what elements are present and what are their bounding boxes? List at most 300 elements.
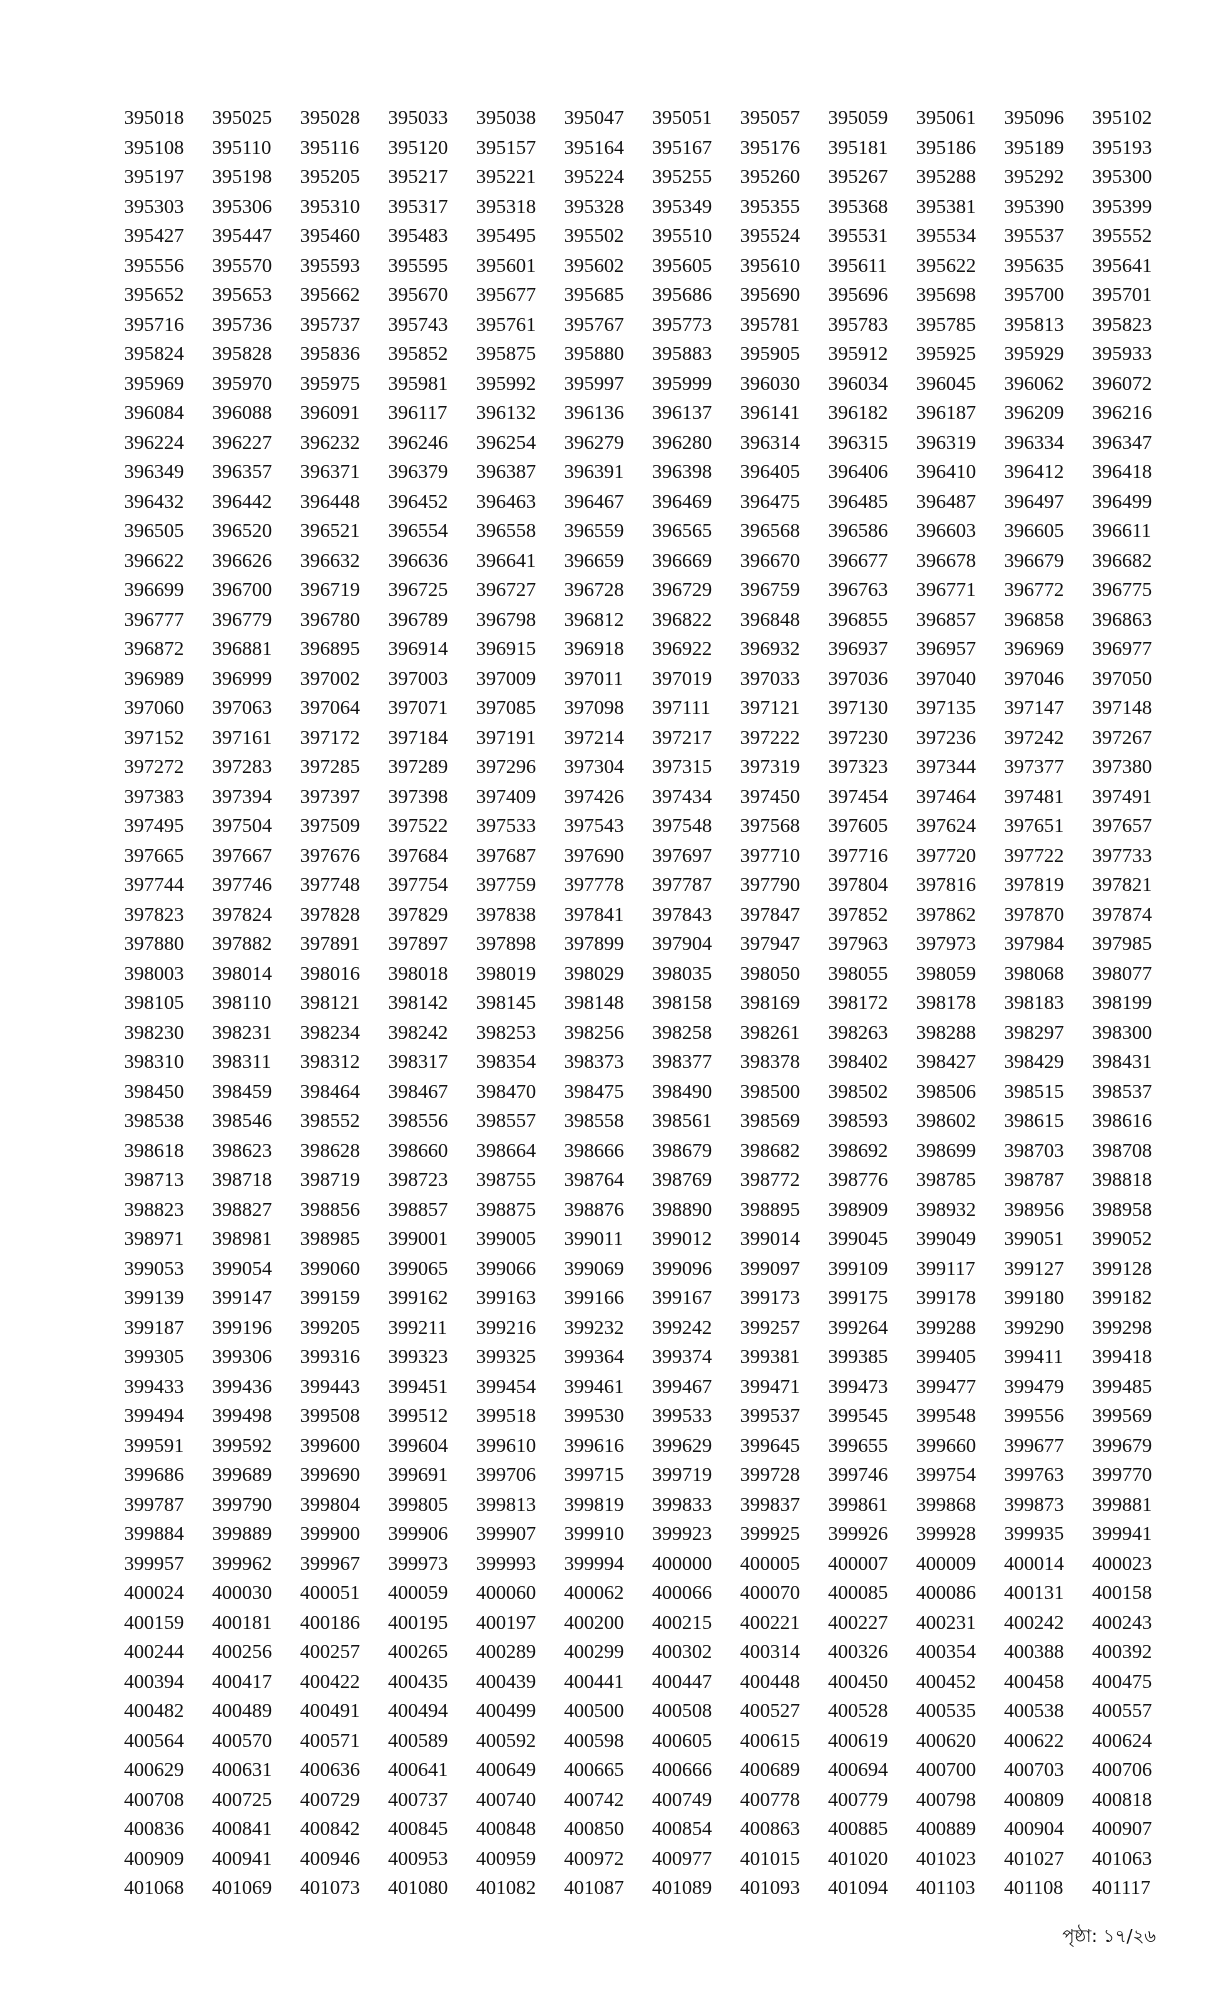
roll-number-cell: 396914 [388, 638, 448, 660]
roll-number-cell: 401093 [740, 1877, 800, 1899]
roll-number-cell: 400499 [476, 1700, 536, 1722]
roll-number-cell: 395602 [564, 254, 624, 277]
roll-number-cell: 395534 [916, 225, 976, 247]
roll-number-cell: 400066 [652, 1582, 712, 1604]
roll-number-cell: 395685 [564, 284, 624, 306]
roll-number-cell: 399178 [916, 1287, 976, 1309]
roll-number-cell: 400557 [1092, 1700, 1152, 1722]
roll-number-cell: 398055 [828, 962, 888, 985]
roll-number-cell: 396789 [388, 608, 448, 631]
roll-number-cell: 396863 [1092, 608, 1152, 631]
roll-number-cell: 396406 [828, 461, 888, 483]
roll-number-cell: 399941 [1092, 1523, 1152, 1545]
roll-number-cell: 400417 [212, 1670, 272, 1693]
roll-number-cell: 399139 [124, 1287, 184, 1309]
roll-number-cell: 398172 [828, 992, 888, 1014]
roll-number-cell: 397002 [300, 667, 360, 690]
roll-number-cell: 399770 [1092, 1464, 1152, 1486]
roll-number-cell: 396216 [1092, 402, 1152, 424]
roll-number-cell: 399494 [124, 1405, 184, 1427]
roll-number-cell: 399787 [124, 1493, 184, 1516]
roll-number-cell: 397296 [476, 756, 536, 778]
roll-number-cell: 400854 [652, 1818, 712, 1840]
roll-number-cell: 398618 [124, 1139, 184, 1162]
roll-number-cell: 398932 [916, 1198, 976, 1221]
roll-number-cell: 399288 [916, 1316, 976, 1339]
roll-number-cell: 399305 [124, 1346, 184, 1368]
roll-number-cell: 397787 [652, 874, 712, 896]
roll-number-cell: 400007 [828, 1552, 888, 1575]
roll-number-cell: 395767 [564, 313, 624, 336]
roll-number-cell: 399065 [388, 1257, 448, 1280]
roll-number-cell: 400070 [740, 1582, 800, 1604]
roll-number-cell: 400302 [652, 1641, 712, 1663]
roll-number-cell: 400779 [828, 1788, 888, 1811]
roll-number-cell: 400818 [1092, 1788, 1152, 1811]
roll-number-cell: 398231 [212, 1021, 272, 1044]
roll-number-cell: 397790 [740, 874, 800, 896]
roll-number-cell: 396922 [652, 638, 712, 660]
roll-number-cell: 399935 [1004, 1523, 1064, 1545]
roll-number-cell: 399052 [1092, 1228, 1152, 1250]
roll-number-cell: 400666 [652, 1759, 712, 1781]
roll-number-cell: 395502 [564, 225, 624, 247]
roll-number-cell: 397852 [828, 903, 888, 926]
roll-number-cell: 398764 [564, 1169, 624, 1191]
roll-number-cell: 395537 [1004, 225, 1064, 247]
roll-number-cell: 400060 [476, 1582, 536, 1604]
roll-number-cell: 399467 [652, 1375, 712, 1398]
roll-number-cell: 397522 [388, 815, 448, 837]
roll-number-cell: 396314 [740, 431, 800, 454]
roll-number-cell: 400062 [564, 1582, 624, 1604]
roll-number-cell: 397111 [652, 697, 711, 719]
roll-number-cell: 397841 [564, 903, 624, 926]
roll-number-cell: 397880 [124, 933, 184, 955]
roll-number-cell: 400845 [388, 1818, 448, 1840]
roll-number-cell: 400227 [828, 1611, 888, 1634]
roll-number-cell: 395300 [1092, 166, 1152, 188]
roll-number-cell: 395399 [1092, 195, 1152, 218]
roll-number-cell: 395096 [1004, 107, 1064, 129]
roll-number-cell: 400598 [564, 1729, 624, 1752]
roll-number-cell: 397236 [916, 726, 976, 749]
roll-number-cell: 395102 [1092, 107, 1152, 129]
roll-number-cell: 398664 [476, 1139, 536, 1162]
roll-number-cell: 396798 [476, 608, 536, 631]
roll-number-cell: 396117 [388, 402, 448, 424]
roll-number-cell: 397947 [740, 933, 800, 955]
roll-number-cell: 398050 [740, 962, 800, 985]
roll-number-cell: 396725 [388, 579, 448, 601]
roll-number-cell: 400215 [652, 1611, 712, 1634]
roll-number-cell: 396315 [828, 431, 888, 454]
roll-number-cell: 399054 [212, 1257, 272, 1280]
roll-number-cell: 396209 [1004, 402, 1064, 424]
roll-number-cell: 398258 [652, 1021, 712, 1044]
roll-number-cell: 399162 [388, 1287, 448, 1309]
roll-number-cell: 398373 [564, 1051, 624, 1073]
roll-number-cell: 396605 [1004, 520, 1064, 542]
roll-number-cell: 398890 [652, 1198, 712, 1221]
roll-number-cell: 398431 [1092, 1051, 1152, 1073]
roll-number-cell: 399907 [476, 1523, 536, 1545]
roll-number-cell: 399323 [388, 1346, 448, 1368]
roll-number-cell: 396280 [652, 431, 712, 454]
roll-number-cell: 398538 [124, 1110, 184, 1132]
roll-number-cell: 399473 [828, 1375, 888, 1398]
roll-number-cell: 397397 [300, 785, 360, 808]
roll-number-cell: 396448 [300, 490, 360, 513]
roll-number-cell: 398297 [1004, 1021, 1064, 1044]
roll-number-cell: 395028 [300, 107, 360, 129]
roll-number-cell: 395716 [124, 313, 184, 336]
roll-number-cell: 401087 [564, 1877, 624, 1899]
roll-number-cell: 397003 [388, 667, 448, 690]
roll-number-cell: 400729 [300, 1788, 360, 1811]
roll-number-cell: 396279 [564, 431, 624, 454]
roll-number-cell: 397509 [300, 815, 360, 837]
roll-number-cell: 398354 [476, 1051, 536, 1073]
roll-number-cell: 398014 [212, 962, 272, 985]
roll-number-cell: 397667 [212, 844, 272, 867]
roll-number-cell: 396187 [916, 402, 976, 424]
roll-number-cell: 396670 [740, 549, 800, 572]
roll-number-cell: 400392 [1092, 1641, 1152, 1663]
roll-number-cell: 400527 [740, 1700, 800, 1722]
roll-number-cell: 396030 [740, 372, 800, 395]
roll-number-cell: 400447 [652, 1670, 712, 1693]
roll-number-cell: 398464 [300, 1080, 360, 1103]
roll-number-cell: 398467 [388, 1080, 448, 1103]
roll-number-cell: 398628 [300, 1139, 360, 1162]
roll-number-cell: 400244 [124, 1641, 184, 1663]
roll-number-cell: 395670 [388, 284, 448, 306]
roll-number-cell: 397377 [1004, 756, 1064, 778]
roll-number-cell: 398256 [564, 1021, 624, 1044]
roll-number-cell: 399471 [740, 1375, 800, 1398]
roll-number-cell: 397568 [740, 815, 800, 837]
roll-number-cell: 395328 [564, 195, 624, 218]
roll-number-cell: 400326 [828, 1641, 888, 1663]
roll-number-cell: 397684 [388, 844, 448, 867]
roll-number-cell: 400636 [300, 1759, 360, 1781]
roll-number-cell: 401068 [124, 1877, 184, 1899]
roll-number-cell: 397759 [476, 874, 536, 896]
roll-number-cell: 398145 [476, 992, 536, 1014]
roll-number-cell: 399374 [652, 1346, 712, 1368]
roll-number-cell: 399454 [476, 1375, 536, 1398]
roll-number-cell: 399537 [740, 1405, 800, 1427]
roll-number-cell: 400889 [916, 1818, 976, 1840]
roll-number-cell: 395999 [652, 372, 712, 395]
roll-number-cell: 396452 [388, 490, 448, 513]
roll-number-cell: 397748 [300, 874, 360, 896]
roll-number-cell: 401023 [916, 1847, 976, 1870]
roll-number-cell: 397046 [1004, 667, 1064, 690]
roll-number-cell: 399173 [740, 1287, 800, 1309]
roll-number-cell: 397454 [828, 785, 888, 808]
roll-number-cell: 399205 [300, 1316, 360, 1339]
roll-number-cell: 395690 [740, 284, 800, 306]
roll-number-cell: 398981 [212, 1228, 272, 1250]
roll-number-cell: 397804 [828, 874, 888, 896]
roll-number-cell: 400195 [388, 1611, 448, 1634]
roll-number-cell: 398502 [828, 1080, 888, 1103]
roll-number-cell: 398110 [212, 992, 272, 1014]
roll-number-cell: 395108 [124, 136, 184, 159]
roll-number-cell: 400000 [652, 1552, 712, 1575]
roll-number-cell: 397409 [476, 785, 536, 808]
roll-number-cell: 400014 [1004, 1552, 1064, 1575]
roll-number-cell: 396469 [652, 490, 712, 513]
roll-number-cell: 397036 [828, 667, 888, 690]
roll-number-cell: 396586 [828, 520, 888, 542]
roll-number-cell: 399660 [916, 1434, 976, 1457]
roll-number-cell: 400809 [1004, 1788, 1064, 1811]
roll-number-cell: 396072 [1092, 372, 1152, 395]
roll-number-cell: 395969 [124, 372, 184, 395]
roll-number-cell: 399604 [388, 1434, 448, 1457]
roll-number-cell: 395737 [300, 313, 360, 336]
roll-number-cell: 399993 [476, 1552, 536, 1575]
roll-number-cell: 396848 [740, 608, 800, 631]
roll-number-cell: 395059 [828, 107, 888, 129]
roll-number-cell: 399011 [564, 1228, 624, 1250]
roll-number-cell: 399257 [740, 1316, 800, 1339]
roll-number-cell: 399117 [916, 1257, 976, 1280]
roll-number-cell: 399443 [300, 1375, 360, 1398]
roll-number-cell: 396729 [652, 579, 712, 601]
roll-number-cell: 398199 [1092, 992, 1152, 1014]
roll-number-cell: 397230 [828, 726, 888, 749]
roll-number-cell: 395193 [1092, 136, 1152, 159]
roll-number-cell: 395836 [300, 343, 360, 365]
roll-number-cell: 395883 [652, 343, 712, 365]
roll-number-cell: 398016 [300, 962, 360, 985]
roll-number-cell: 396418 [1092, 461, 1152, 483]
roll-number-cell: 400953 [388, 1847, 448, 1870]
roll-number-cell: 397191 [476, 726, 536, 749]
roll-number-cell: 396622 [124, 549, 184, 572]
roll-number-cell: 397847 [740, 903, 800, 926]
roll-number-cell: 398148 [564, 992, 624, 1014]
roll-number-cell: 395510 [652, 225, 712, 247]
roll-number-cell: 397434 [652, 785, 712, 808]
roll-number-cell: 398310 [124, 1051, 184, 1073]
roll-number-cell: 396412 [1004, 461, 1064, 483]
roll-number-cell: 400085 [828, 1582, 888, 1604]
roll-number-cell: 397394 [212, 785, 272, 808]
roll-number-cell: 400489 [212, 1700, 272, 1722]
roll-number-cell: 397040 [916, 667, 976, 690]
roll-number-cell: 397319 [740, 756, 800, 778]
roll-number-cell: 396045 [916, 372, 976, 395]
roll-number-cell: 397064 [300, 697, 360, 719]
roll-number-cell: 396659 [564, 549, 624, 572]
roll-number-cell: 395925 [916, 343, 976, 365]
roll-number-cell: 400641 [388, 1759, 448, 1781]
roll-number-cell: 397009 [476, 667, 536, 690]
roll-number-cell: 399629 [652, 1434, 712, 1457]
roll-number-cell: 397984 [1004, 933, 1064, 955]
roll-number-cell: 397690 [564, 844, 624, 867]
roll-number-cell: 395981 [388, 372, 448, 395]
roll-number-cell: 397963 [828, 933, 888, 955]
roll-number-cell: 400749 [652, 1788, 712, 1811]
roll-number-cell: 398623 [212, 1139, 272, 1162]
roll-number-cell: 401063 [1092, 1847, 1152, 1870]
roll-number-cell: 401089 [652, 1877, 712, 1899]
roll-number-cell: 399316 [300, 1346, 360, 1368]
roll-number-cell: 400778 [740, 1788, 800, 1811]
roll-number-cell: 398183 [1004, 992, 1064, 1014]
roll-number-cell: 398300 [1092, 1021, 1152, 1044]
roll-number-cell: 395047 [564, 107, 624, 129]
roll-number-cell: 397267 [1092, 726, 1152, 749]
roll-number-cell: 395157 [476, 136, 536, 159]
roll-number-cell: 400836 [124, 1818, 184, 1840]
roll-number-cell: 399763 [1004, 1464, 1064, 1486]
roll-number-cell: 395912 [828, 343, 888, 365]
roll-number-cell: 396611 [1092, 520, 1152, 542]
roll-number-cell: 395975 [300, 372, 360, 395]
roll-number-cell: 397033 [740, 667, 800, 690]
roll-number-cell: 397882 [212, 933, 272, 955]
roll-number-cell: 400458 [1004, 1670, 1064, 1693]
roll-number-cell: 396780 [300, 608, 360, 631]
roll-number-cell: 399925 [740, 1523, 800, 1545]
roll-number-cell: 399167 [652, 1287, 712, 1309]
roll-number-cell: 396520 [212, 520, 272, 542]
roll-number-cell: 396319 [916, 431, 976, 454]
roll-number-cell: 397897 [388, 933, 448, 955]
roll-number-cell: 395267 [828, 166, 888, 188]
roll-number-cell: 396677 [828, 549, 888, 572]
roll-number-cell: 399545 [828, 1405, 888, 1427]
roll-number-cell: 399548 [916, 1405, 976, 1427]
roll-number-cell: 400589 [388, 1729, 448, 1752]
roll-number-cell: 395611 [828, 254, 888, 277]
roll-number-cell: 396405 [740, 461, 800, 483]
roll-number-cell: 395662 [300, 284, 360, 306]
roll-number-cell: 395390 [1004, 195, 1064, 218]
roll-number-cell: 397716 [828, 844, 888, 867]
roll-number-cell: 400023 [1092, 1552, 1152, 1575]
roll-number-cell: 395025 [212, 107, 272, 129]
roll-number-cell: 400508 [652, 1700, 712, 1722]
roll-number-cell: 400700 [916, 1759, 976, 1781]
roll-number-cell: 399175 [828, 1287, 888, 1309]
roll-number-cell: 398402 [828, 1051, 888, 1073]
roll-number-cell: 397148 [1092, 697, 1152, 719]
roll-number-cell: 396347 [1092, 431, 1152, 454]
roll-number-cell: 397152 [124, 726, 184, 749]
roll-number-cell: 399159 [300, 1287, 360, 1309]
roll-number-cell: 399232 [564, 1316, 624, 1339]
roll-number-cell: 396334 [1004, 431, 1064, 454]
roll-number-cell: 399325 [476, 1346, 536, 1368]
roll-number-cell: 396669 [652, 549, 712, 572]
roll-number-cell: 396872 [124, 638, 184, 660]
roll-number-cell: 395610 [740, 254, 800, 277]
roll-number-cell: 396779 [212, 608, 272, 631]
roll-number-cell: 397130 [828, 697, 888, 719]
roll-number-cell: 398475 [564, 1080, 624, 1103]
roll-number-cell: 400725 [212, 1788, 272, 1811]
roll-number-cell: 399957 [124, 1552, 184, 1575]
roll-number-cell: 399610 [476, 1434, 536, 1457]
roll-number-cell: 396977 [1092, 638, 1152, 660]
roll-number-cell: 401108 [1004, 1877, 1064, 1899]
roll-number-cell: 395556 [124, 254, 184, 277]
roll-number-cell: 399994 [564, 1552, 624, 1575]
roll-number-cell: 400314 [740, 1641, 800, 1663]
roll-number-cell: 396777 [124, 608, 184, 631]
roll-number-cell: 397829 [388, 903, 448, 926]
roll-number-cell: 399166 [564, 1287, 624, 1309]
roll-number-cell: 401117 [1092, 1877, 1151, 1899]
roll-number-cell: 399051 [1004, 1228, 1064, 1250]
roll-number-cell: 398077 [1092, 962, 1152, 985]
roll-number-cell: 399926 [828, 1523, 888, 1545]
roll-number-cell: 400535 [916, 1700, 976, 1722]
roll-number-cell: 397450 [740, 785, 800, 808]
roll-number-cell: 398593 [828, 1110, 888, 1132]
roll-number-cell: 400972 [564, 1847, 624, 1870]
roll-number-cell: 398557 [476, 1110, 536, 1132]
roll-number-cell: 399498 [212, 1405, 272, 1427]
roll-number-cell: 397733 [1092, 844, 1152, 867]
roll-number-cell: 400439 [476, 1670, 536, 1693]
roll-number-cell: 397481 [1004, 785, 1064, 808]
roll-number-cell: 395018 [124, 107, 184, 129]
roll-number-cell: 399053 [124, 1257, 184, 1280]
roll-number-cell: 397722 [1004, 844, 1064, 867]
roll-number-cell: 396463 [476, 490, 536, 513]
roll-number-cell: 396410 [916, 461, 976, 483]
roll-number-cell: 396699 [124, 579, 184, 601]
roll-number-cell: 399973 [388, 1552, 448, 1575]
roll-number-cell: 395164 [564, 136, 624, 159]
roll-number-cell: 395368 [828, 195, 888, 218]
roll-number-cell: 396034 [828, 372, 888, 395]
roll-number-cell: 400620 [916, 1729, 976, 1752]
roll-number-cell: 396391 [564, 461, 624, 483]
roll-number-cell: 398427 [916, 1051, 976, 1073]
roll-number-cell: 396679 [1004, 549, 1064, 572]
roll-number-cell: 395997 [564, 372, 624, 395]
roll-number-cell: 400158 [1092, 1582, 1152, 1604]
roll-number-cell: 397697 [652, 844, 712, 867]
roll-number-cell: 397687 [476, 844, 536, 867]
roll-number-cell: 395970 [212, 372, 272, 395]
roll-number-cell: 397898 [476, 933, 536, 955]
roll-number-cell: 400494 [388, 1700, 448, 1722]
roll-number-cell: 399804 [300, 1493, 360, 1516]
roll-number-cell: 398660 [388, 1139, 448, 1162]
roll-number-cell: 398558 [564, 1110, 624, 1132]
roll-number-cell: 399884 [124, 1523, 184, 1545]
roll-number-cell: 399508 [300, 1405, 360, 1427]
roll-number-cell: 398178 [916, 992, 976, 1014]
roll-number-cell: 398018 [388, 962, 448, 985]
roll-number-cell: 396398 [652, 461, 712, 483]
roll-number-cell: 395622 [916, 254, 976, 277]
roll-number-cell: 397398 [388, 785, 448, 808]
roll-number-cell: 401082 [476, 1877, 536, 1899]
roll-number-cell: 397754 [388, 874, 448, 896]
